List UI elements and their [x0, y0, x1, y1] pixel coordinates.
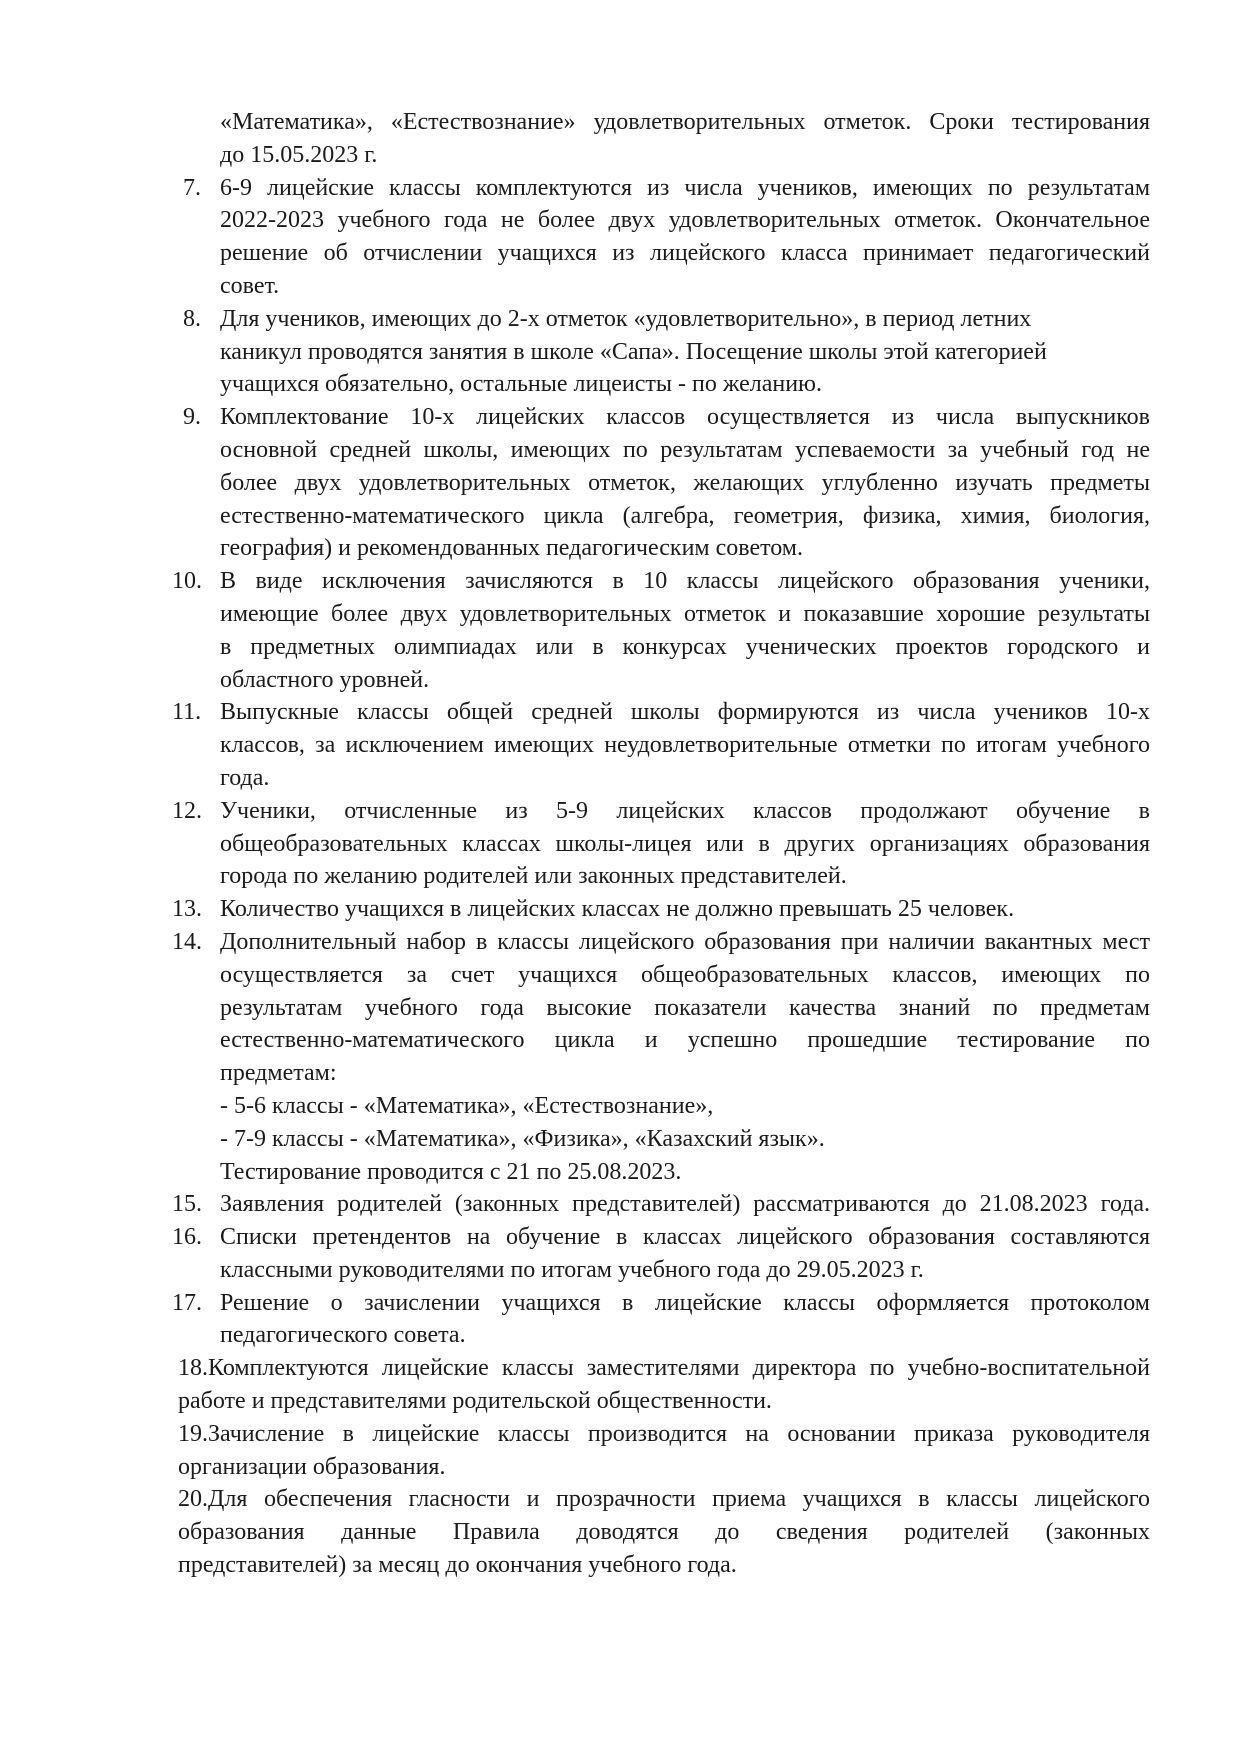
document-line: 2022-2023 учебного года не более двух удовлетворительных отметок. Окончательное — [220, 207, 1150, 234]
list-item-16 — [170, 1221, 1150, 1287]
document-line: общеобразовательных классах школы-лицея или в других организациях образования — [220, 830, 1150, 857]
document-line: Комплектование 10-х лицейских классов осуществляется из числа выпускников — [220, 404, 1150, 431]
document-line: до 15.05.2023 г. — [220, 141, 378, 168]
document-line: осуществляется за счет учащихся общеобразовательных классов, имеющих по — [220, 961, 1150, 988]
list-item-17 — [170, 1287, 1150, 1353]
document-line: 19.Зачисление в лицейские классы производится на основании приказа руководителя — [178, 1420, 1150, 1447]
document-line: педагогического совета. — [220, 1322, 466, 1349]
document-line: В виде исключения зачисляются в 10 классы лицейского образования ученики, — [220, 568, 1150, 595]
list-item-number: 16. — [172, 1224, 202, 1251]
document-line: работе и представителями родительской общественности. — [178, 1388, 772, 1415]
list-item-13 — [170, 893, 1150, 926]
document-line: в предметных олимпиадах или в конкурсах ученических проектов городского и — [220, 633, 1150, 660]
list-item-20 — [170, 1483, 1150, 1581]
list-item-number: 10. — [172, 568, 202, 595]
document-line: каникул проводятся занятия в школе «Сапа». Посещение школы этой категорией — [220, 338, 1047, 365]
document-line: организации образования. — [178, 1453, 446, 1480]
document-line: 18.Комплектуются лицейские классы заместителями директора по учебно-воспитательной — [178, 1355, 1150, 1382]
list-item-number: 17. — [172, 1289, 202, 1316]
document-line: - 7-9 классы - «Математика», «Физика», «Казахский язык». — [220, 1125, 825, 1152]
list-item-number: 8. — [183, 305, 201, 332]
list-item-number: 19. — [178, 1420, 208, 1447]
document-line: - 5-6 классы - «Математика», «Естествознание», — [220, 1092, 714, 1119]
document-line: представителей) за месяц до окончания учебного года. — [178, 1552, 737, 1579]
document-line: 6-9 лицейские классы комплектуются из числа учеников, имеющих по результатам — [220, 174, 1150, 201]
document-line: география) и рекомендованных педагогическим советом. — [220, 535, 803, 562]
document-line: совет. — [220, 272, 280, 299]
document-body — [170, 106, 1150, 1582]
list-item-18 — [170, 1352, 1150, 1418]
document-line: 20.Для обеспечения гласности и прозрачности приема учащихся в классы лицейского — [178, 1486, 1150, 1513]
list-item-number: 18. — [178, 1355, 208, 1382]
document-line: учащихся обязательно, остальные лицеисты - по желанию. — [220, 371, 822, 398]
document-line: Тестирование проводится с 21 по 25.08.2023. — [220, 1158, 682, 1185]
list-item-number: 7. — [183, 174, 201, 201]
document-line: имеющие более двух удовлетворительных отметок и показавшие хорошие результаты — [220, 600, 1150, 627]
list-item-11 — [170, 696, 1150, 794]
document-line: Для учеников, имеющих до 2-х отметок «удовлетворительно», в период летних — [220, 305, 1032, 332]
document-line: Заявления родителей (законных представителей) рассматриваются до 21.08.2023 года. — [220, 1191, 1150, 1218]
list-item-number: 9. — [183, 404, 201, 431]
document-line: естественно-математического цикла и успешно прошедшие тестирование по — [220, 1027, 1150, 1054]
list-item-8 — [170, 303, 1150, 401]
list-item-number: 13. — [172, 896, 202, 923]
list-item-number: 11. — [172, 699, 202, 726]
document-line: года. — [220, 764, 270, 791]
list-item-10 — [170, 565, 1150, 696]
list-item-12 — [170, 795, 1150, 893]
list-item-number: 20. — [178, 1486, 208, 1513]
document-line: основной средней школы, имеющих по результатам успеваемости за учебный год не — [220, 436, 1150, 463]
list-item-14 — [170, 926, 1150, 1188]
list-item-number: 12. — [172, 797, 202, 824]
document-line: образования данные Правила доводятся до сведения родителей (законных — [178, 1519, 1150, 1546]
document-line: Решение о зачислении учащихся в лицейские классы оформляется протоколом — [220, 1289, 1150, 1316]
document-line: классными руководителями по итогам учебного года до 29.05.2023 г. — [220, 1256, 924, 1283]
list-item-number: 15. — [172, 1191, 202, 1218]
list-item-19 — [170, 1418, 1150, 1484]
list-item-15 — [170, 1188, 1150, 1221]
document-line: решение об отчислении учащихся из лицейского класса принимает педагогический — [220, 240, 1150, 267]
document-line: более двух удовлетворительных отметок, желающих углубленно изучать предметы — [220, 469, 1150, 496]
document-line: предметам: — [220, 1060, 337, 1087]
document-line: областного уровней. — [220, 666, 430, 693]
list-item-9 — [170, 401, 1150, 565]
document-line: Списки претендентов на обучение в классах лицейского образования составляются — [220, 1224, 1150, 1251]
document-line: естественно-математического цикла (алгебра, геометрия, физика, химия, биология, — [220, 502, 1150, 529]
document-line: «Математика», «Естествознание» удовлетворительных отметок. Сроки тестирования — [220, 109, 1150, 135]
document-line: города по желанию родителей или законных представителей. — [220, 863, 847, 890]
document-line: Ученики, отчисленные из 5-9 лицейских классов продолжают обучение в — [220, 797, 1150, 824]
document-line: Дополнительный набор в классы лицейского образования при наличии вакантных мест — [220, 928, 1150, 955]
document-line: классов, за исключением имеющих неудовлетворительные отметки по итогам учебного — [220, 732, 1150, 759]
document-line: Количество учащихся в лицейских классах не должно превышать 25 человек. — [220, 896, 1015, 923]
document-line: результатам учебного года высокие показатели качества знаний по предметам — [220, 994, 1150, 1021]
list-item-7 — [170, 172, 1150, 303]
document-line: Выпускные классы общей средней школы формируются из числа учеников 10-х — [220, 699, 1150, 726]
list-item-continuation — [170, 106, 1150, 172]
list-item-number: 14. — [172, 928, 202, 955]
